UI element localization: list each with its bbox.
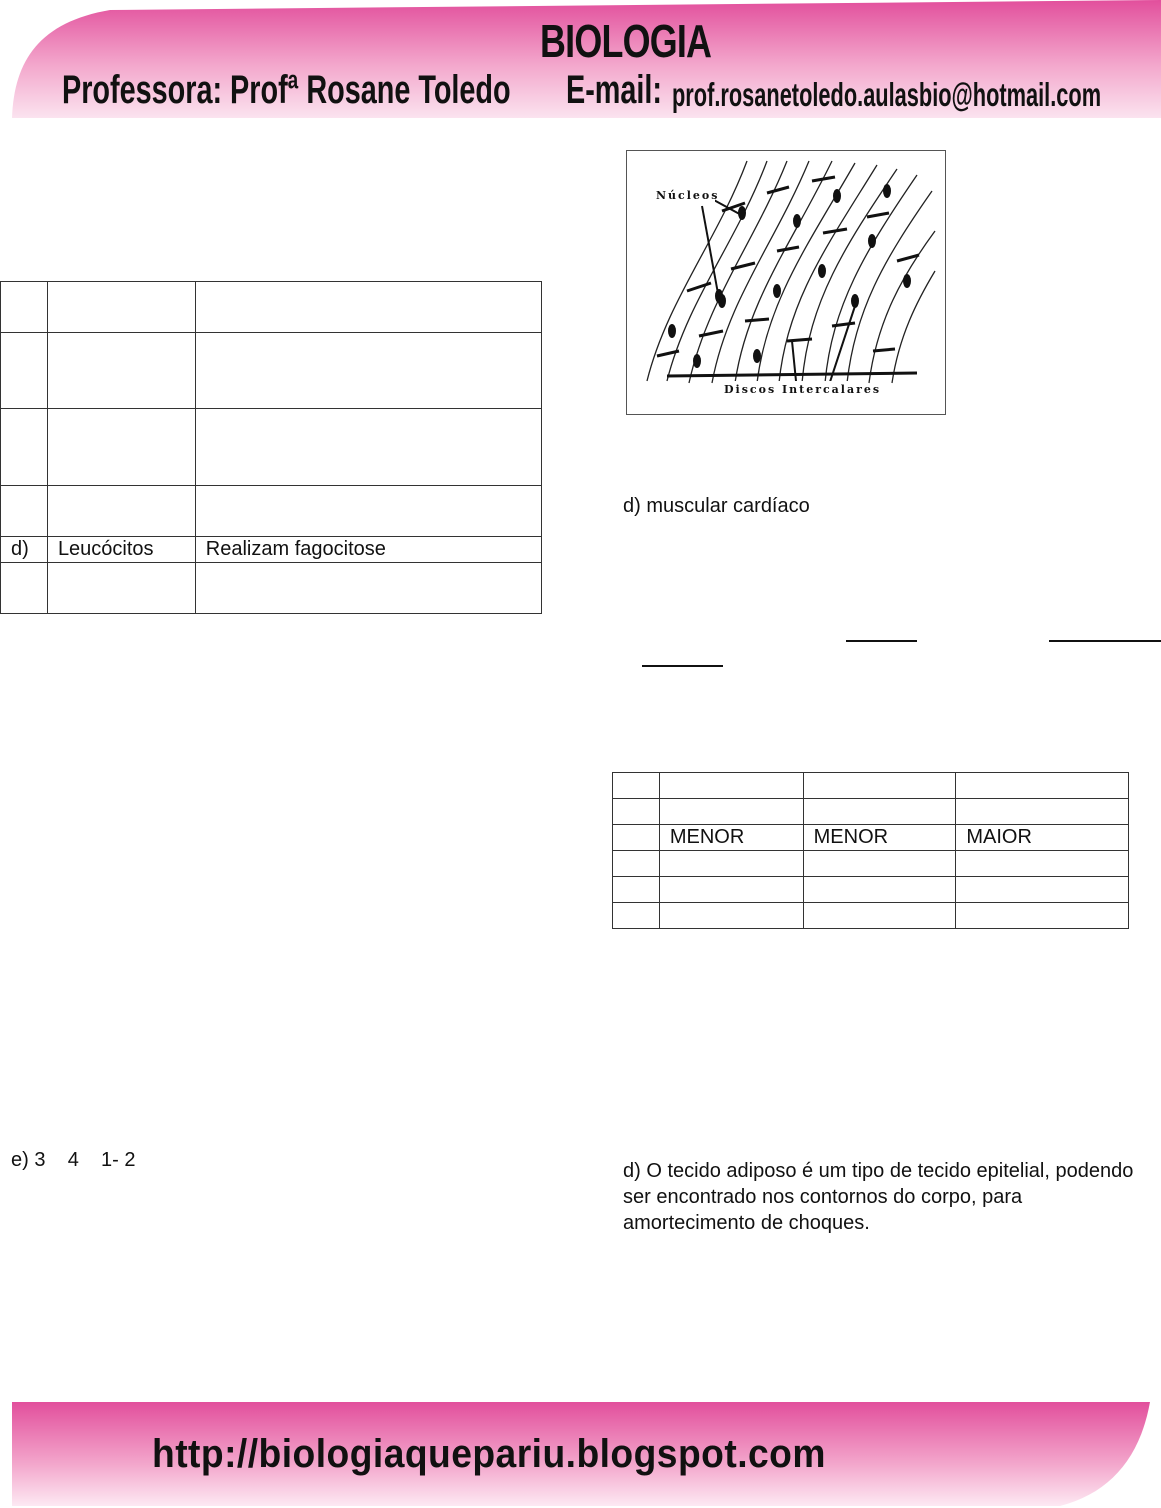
table-row bbox=[613, 851, 1129, 877]
table-cell bbox=[1, 333, 48, 409]
table-cell bbox=[659, 903, 803, 929]
table-cell bbox=[613, 877, 660, 903]
table-row bbox=[613, 877, 1129, 903]
table-cell bbox=[803, 903, 956, 929]
table-cell bbox=[195, 333, 541, 409]
table-cell bbox=[1, 282, 48, 333]
table-cell bbox=[803, 773, 956, 799]
table-cell bbox=[803, 851, 956, 877]
table-cell bbox=[956, 903, 1129, 929]
table-cell bbox=[195, 486, 541, 537]
table-cell bbox=[613, 851, 660, 877]
table-cell: d) bbox=[1, 537, 48, 563]
table-cell: Realizam fagocitose bbox=[195, 537, 541, 563]
table-cell: MAIOR bbox=[956, 825, 1129, 851]
table-cell bbox=[613, 903, 660, 929]
table-cell bbox=[613, 825, 660, 851]
table-cell bbox=[47, 486, 195, 537]
table-cell: MENOR bbox=[659, 825, 803, 851]
table-row bbox=[1, 537, 542, 563]
table-cell bbox=[613, 773, 660, 799]
comparison-table bbox=[612, 772, 1129, 929]
table-cell bbox=[47, 563, 195, 614]
table-row bbox=[1, 563, 542, 614]
table-cell: MENOR bbox=[803, 825, 956, 851]
label-intercalated-discs: Discos Intercalares bbox=[724, 383, 882, 396]
table-cell bbox=[195, 282, 541, 333]
answer-d-adipose: d) O tecido adiposo é um tipo de tecido epitelial, podendo ser encontrado nos contornos do corpo, para amortecimento de choques. bbox=[623, 1160, 1134, 1234]
table-cell bbox=[613, 799, 660, 825]
table-cell bbox=[659, 799, 803, 825]
header-professor: Professora: Profª Rosane Toledo bbox=[62, 68, 511, 112]
blank-line bbox=[1049, 640, 1161, 642]
cardiac-muscle-figure bbox=[626, 150, 946, 415]
table-cell bbox=[659, 877, 803, 903]
table-cell bbox=[803, 799, 956, 825]
answer-d-cardiac: d) muscular cardíaco bbox=[623, 495, 810, 517]
table-cell bbox=[956, 773, 1129, 799]
table-row bbox=[613, 773, 1129, 799]
label-nuclei: Núcleos bbox=[656, 189, 720, 202]
answer-e: e) 3 4 1- 2 bbox=[11, 1149, 136, 1171]
table-cell bbox=[47, 333, 195, 409]
table-cell bbox=[956, 799, 1129, 825]
table-cell bbox=[47, 282, 195, 333]
table-cell bbox=[1, 563, 48, 614]
table-cell: Leucócitos bbox=[47, 537, 195, 563]
table-cell bbox=[803, 877, 956, 903]
table-cell bbox=[47, 409, 195, 486]
table-row bbox=[1, 333, 542, 409]
header-email: prof.rosanetoledo.aulasbio@hotmail.com bbox=[672, 76, 1102, 113]
table-row bbox=[613, 799, 1129, 825]
table-row bbox=[1, 409, 542, 486]
cell-table bbox=[0, 281, 542, 614]
table-cell bbox=[1, 409, 48, 486]
table-row bbox=[1, 486, 542, 537]
table-cell bbox=[956, 851, 1129, 877]
table-row bbox=[613, 825, 1129, 851]
header-email-label: E-mail: bbox=[566, 68, 663, 112]
table-cell bbox=[659, 851, 803, 877]
table-cell bbox=[659, 773, 803, 799]
table-row bbox=[613, 903, 1129, 929]
table-row bbox=[1, 282, 542, 333]
table-cell bbox=[195, 563, 541, 614]
footer-url: http://biologiaquepariu.blogspot.com bbox=[152, 1432, 826, 1476]
blank-line bbox=[846, 640, 917, 642]
table-cell bbox=[1, 486, 48, 537]
table-cell bbox=[956, 877, 1129, 903]
table-cell bbox=[195, 409, 541, 486]
header-title: BIOLOGIA bbox=[540, 15, 712, 67]
blank-line bbox=[642, 665, 723, 667]
